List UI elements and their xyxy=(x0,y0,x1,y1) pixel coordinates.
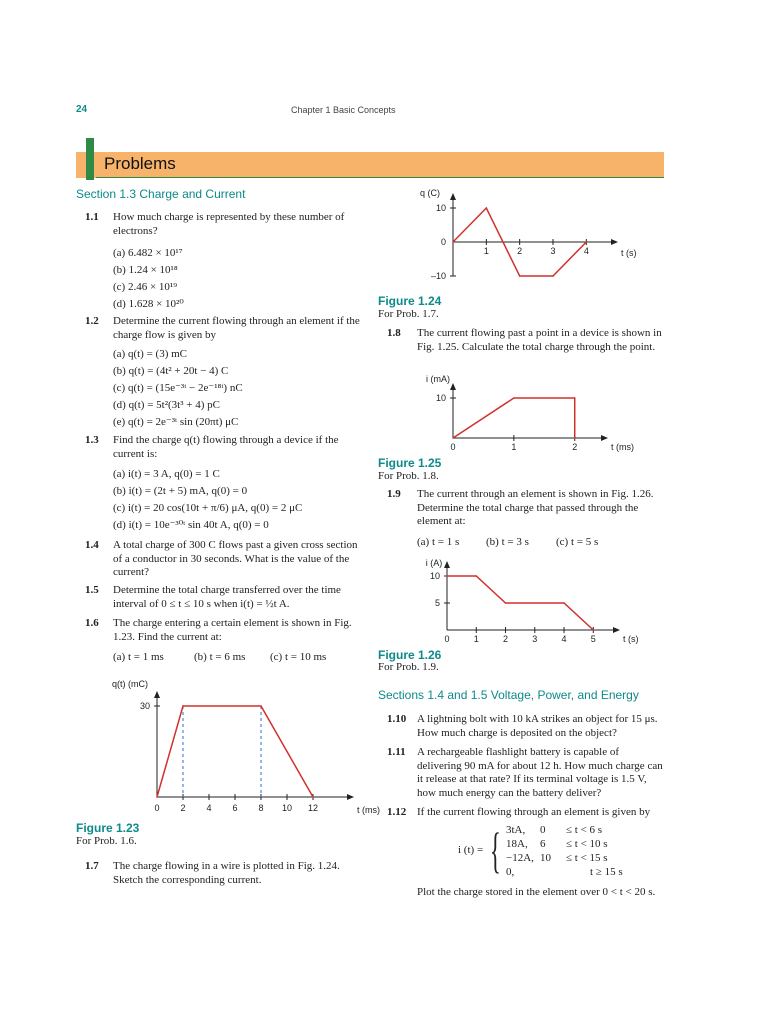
data-point xyxy=(475,575,477,577)
figure-caption: Figure 1.24 xyxy=(378,294,442,308)
y-tick-label: 30 xyxy=(139,701,150,711)
problem-number: 1.9 xyxy=(387,488,401,500)
data-point xyxy=(592,629,594,631)
list-item: (b) t = 6 ms xyxy=(194,651,246,663)
y-axis-arrow xyxy=(444,561,450,568)
x-axis-arrow xyxy=(601,435,608,441)
data-point xyxy=(452,241,454,243)
x-axis-label: t (ms) xyxy=(611,442,634,452)
figure-subcaption: For Prob. 1.8. xyxy=(378,470,439,482)
data-point xyxy=(182,705,184,707)
x-tick-label: 2 xyxy=(572,442,578,452)
case-value: 3tA, xyxy=(506,824,526,836)
x-tick-label: 3 xyxy=(532,634,538,644)
problem-number: 1.10 xyxy=(387,713,407,725)
list-item: (a) q(t) = (3) mC xyxy=(113,348,188,360)
list-item: (a) 6.482 × 10¹⁷ xyxy=(113,247,183,259)
problem-text: The current flowing past a point in a device is shown in Fig. 1.25. Calculate the total charge through the point. xyxy=(417,327,662,353)
x-axis-arrow xyxy=(611,239,618,245)
x-tick-label: 0 xyxy=(444,634,450,644)
data-point xyxy=(563,602,565,604)
x-axis-label: t (ms) xyxy=(357,805,380,815)
x-tick-label: 1 xyxy=(511,442,517,452)
list-item: (c) t = 5 s xyxy=(556,536,599,548)
list-item: (a) i(t) = 3 A, q(0) = 1 C xyxy=(113,468,220,480)
list-item: (a) t = 1 s xyxy=(417,536,460,548)
x-tick-label: 0 xyxy=(450,442,456,452)
y-axis-label: i (mA) xyxy=(426,374,450,384)
y-axis-arrow xyxy=(154,691,160,698)
case-start: 0 xyxy=(540,824,546,836)
data-point xyxy=(574,397,576,399)
case-range: ≤ t < 10 s xyxy=(566,838,608,850)
figure-subcaption: For Prob. 1.6. xyxy=(76,835,137,847)
case-value: 0, xyxy=(506,866,515,878)
problem-text: Determine the total charge transferred over the time interval of 0 ≤ t ≤ 10 s when i(t) = ½t A. xyxy=(113,584,341,610)
problem-number: 1.7 xyxy=(85,860,99,872)
list-item: (c) q(t) = (15e⁻³ᵗ − 2e⁻¹⁸ᵗ) nC xyxy=(113,382,243,394)
problem-text: The current through an element is shown in Fig. 1.26. Determine the total charge that passed through the element at: xyxy=(417,488,654,527)
problem-number: 1.2 xyxy=(85,315,99,327)
list-item: (a) t = 1 ms xyxy=(113,651,164,663)
problem-text: Find the charge q(t) flowing through a device if the current is: xyxy=(113,434,339,460)
problem-number: 1.12 xyxy=(387,806,407,818)
title-underline xyxy=(96,177,664,178)
data-point xyxy=(260,705,262,707)
x-tick-label: 2 xyxy=(180,803,186,813)
running-head: Chapter 1 Basic Concepts xyxy=(291,105,396,115)
list-item: (c) t = 10 ms xyxy=(270,651,327,663)
case-value: 18A, xyxy=(506,838,528,850)
x-tick-label: 3 xyxy=(550,246,556,256)
x-axis-label: t (s) xyxy=(623,634,639,644)
brace: { xyxy=(490,822,501,878)
x-tick-label: 10 xyxy=(281,803,293,813)
section-heading-1-4-1-5: Sections 1.4 and 1.5 Voltage, Power, and Energy xyxy=(378,688,639,702)
y-tick-label: 10 xyxy=(435,203,446,213)
problem-text: If the current flowing through an element is given by xyxy=(417,806,651,818)
data-line xyxy=(453,398,575,438)
data-point xyxy=(452,437,454,439)
y-axis-arrow xyxy=(450,383,456,390)
page-title: Problems xyxy=(104,154,176,173)
list-item: (c) 2.46 × 10¹⁹ xyxy=(113,281,178,293)
case-start: 10 xyxy=(540,852,551,864)
list-item: (d) q(t) = 5t²(3t³ + 4) pC xyxy=(113,399,220,411)
problem-number: 1.11 xyxy=(387,746,406,758)
x-tick-label: 1 xyxy=(473,634,479,644)
list-item: (b) 1.24 × 10¹⁸ xyxy=(113,264,178,276)
problem-text: A lightning bolt with 10 kA strikes an object for 15 μs. How much charge is deposited on the object? xyxy=(417,713,658,739)
list-item: (d) 1.628 × 10²⁰ xyxy=(113,298,184,310)
list-item: (b) i(t) = (2t + 5) mA, q(0) = 0 xyxy=(113,485,248,497)
figure-1-25-chart xyxy=(412,372,632,456)
problem-number: 1.1 xyxy=(85,211,99,223)
list-item: (d) i(t) = 10e⁻³⁰ᵗ sin 40t A, q(0) = 0 xyxy=(113,519,269,531)
x-tick-label: 8 xyxy=(258,803,264,813)
figure-subcaption: For Prob. 1.9. xyxy=(378,661,439,673)
data-point xyxy=(519,275,521,277)
problem-text: How much charge is represented by these number of electrons? xyxy=(113,211,345,237)
data-point xyxy=(552,275,554,277)
data-point xyxy=(446,575,448,577)
data-point xyxy=(513,397,515,399)
y-tick-label: 10 xyxy=(435,393,446,403)
problem-text-after: Plot the charge stored in the element over 0 < t < 20 s. xyxy=(417,886,656,898)
y-tick-label: 5 xyxy=(434,598,440,608)
y-axis-label: q(t) (mC) xyxy=(112,679,148,689)
problem-text: The charge entering a certain element is shown in Fig. 1.23. Find the current at: xyxy=(113,617,352,643)
page-number: 24 xyxy=(76,104,88,115)
problem-1-12 xyxy=(378,806,678,906)
figure-caption: Figure 1.25 xyxy=(378,456,442,470)
problem-text: The charge flowing in a wire is plotted in Fig. 1.24. Sketch the corresponding current. xyxy=(113,860,340,886)
data-point xyxy=(312,796,314,798)
x-tick-label: 2 xyxy=(517,246,523,256)
problem-number: 1.5 xyxy=(85,584,99,596)
figure-1-24-chart xyxy=(412,186,637,290)
list-item: (b) t = 3 s xyxy=(486,536,529,548)
y-tick-label: 0 xyxy=(440,237,446,247)
figure-caption: Figure 1.23 xyxy=(76,821,140,835)
figure-1-23-chart xyxy=(100,676,380,821)
x-tick-label: 5 xyxy=(590,634,596,644)
y-tick-label: 10 xyxy=(429,571,440,581)
equation-lhs: i (t) = xyxy=(458,844,484,856)
figure-subcaption: For Prob. 1.7. xyxy=(378,308,439,320)
problem-number: 1.4 xyxy=(85,539,99,551)
x-axis-arrow xyxy=(347,794,354,800)
case-range: ≤ t < 15 s xyxy=(566,852,608,864)
data-point xyxy=(505,602,507,604)
problem-number: 1.3 xyxy=(85,434,99,446)
case-range: ≤ t < 6 s xyxy=(566,824,603,836)
case-value: −12A, xyxy=(506,852,534,864)
data-line xyxy=(447,576,593,630)
y-axis-label: q (C) xyxy=(420,188,440,198)
x-tick-label: 1 xyxy=(483,246,489,256)
data-point xyxy=(586,241,588,243)
y-axis-arrow xyxy=(450,193,456,200)
x-axis-arrow xyxy=(613,627,620,633)
y-axis-label: i (A) xyxy=(425,558,443,568)
case-start: 6 xyxy=(540,838,546,850)
problem-text: A rechargeable flashlight battery is capable of delivering 90 mA for about 12 h. How much charge can it release at that rate? If its terminal voltage is 1.5 V, how much energy can the battery deliver? xyxy=(417,746,663,799)
x-tick-label: 6 xyxy=(232,803,238,813)
figure-caption: Figure 1.26 xyxy=(378,648,442,662)
case-range: t ≥ 15 s xyxy=(590,866,623,878)
x-axis-label: t (s) xyxy=(621,248,637,258)
x-tick-label: 0 xyxy=(154,803,160,813)
data-line xyxy=(157,706,313,797)
y-tick-label: –10 xyxy=(430,271,446,281)
x-tick-label: 4 xyxy=(206,803,212,813)
problem-number: 1.8 xyxy=(387,327,401,339)
data-point xyxy=(486,207,488,209)
problem-number: 1.6 xyxy=(85,617,99,629)
problem-text: A total charge of 300 C flows past a given cross section of a conductor in 30 seconds. What is the value of the current? xyxy=(113,539,358,578)
list-item: (b) q(t) = (4t² + 20t − 4) C xyxy=(113,365,229,377)
data-point xyxy=(574,437,576,439)
x-tick-label: 4 xyxy=(583,246,589,256)
x-tick-label: 12 xyxy=(307,803,319,813)
data-point xyxy=(156,796,158,798)
title-accent xyxy=(86,138,94,180)
section-heading-1-3: Section 1.3 Charge and Current xyxy=(76,187,246,201)
x-tick-label: 2 xyxy=(503,634,509,644)
x-tick-label: 4 xyxy=(561,634,567,644)
problem-text: Determine the current flowing through an element if the charge flow is given by xyxy=(113,315,360,341)
figure-1-26-chart xyxy=(412,556,639,648)
list-item: (c) i(t) = 20 cos(10t + π/6) μA, q(0) = 2 μC xyxy=(113,502,303,514)
list-item: (e) q(t) = 2e⁻³ᵗ sin (20πt) μC xyxy=(113,416,239,428)
